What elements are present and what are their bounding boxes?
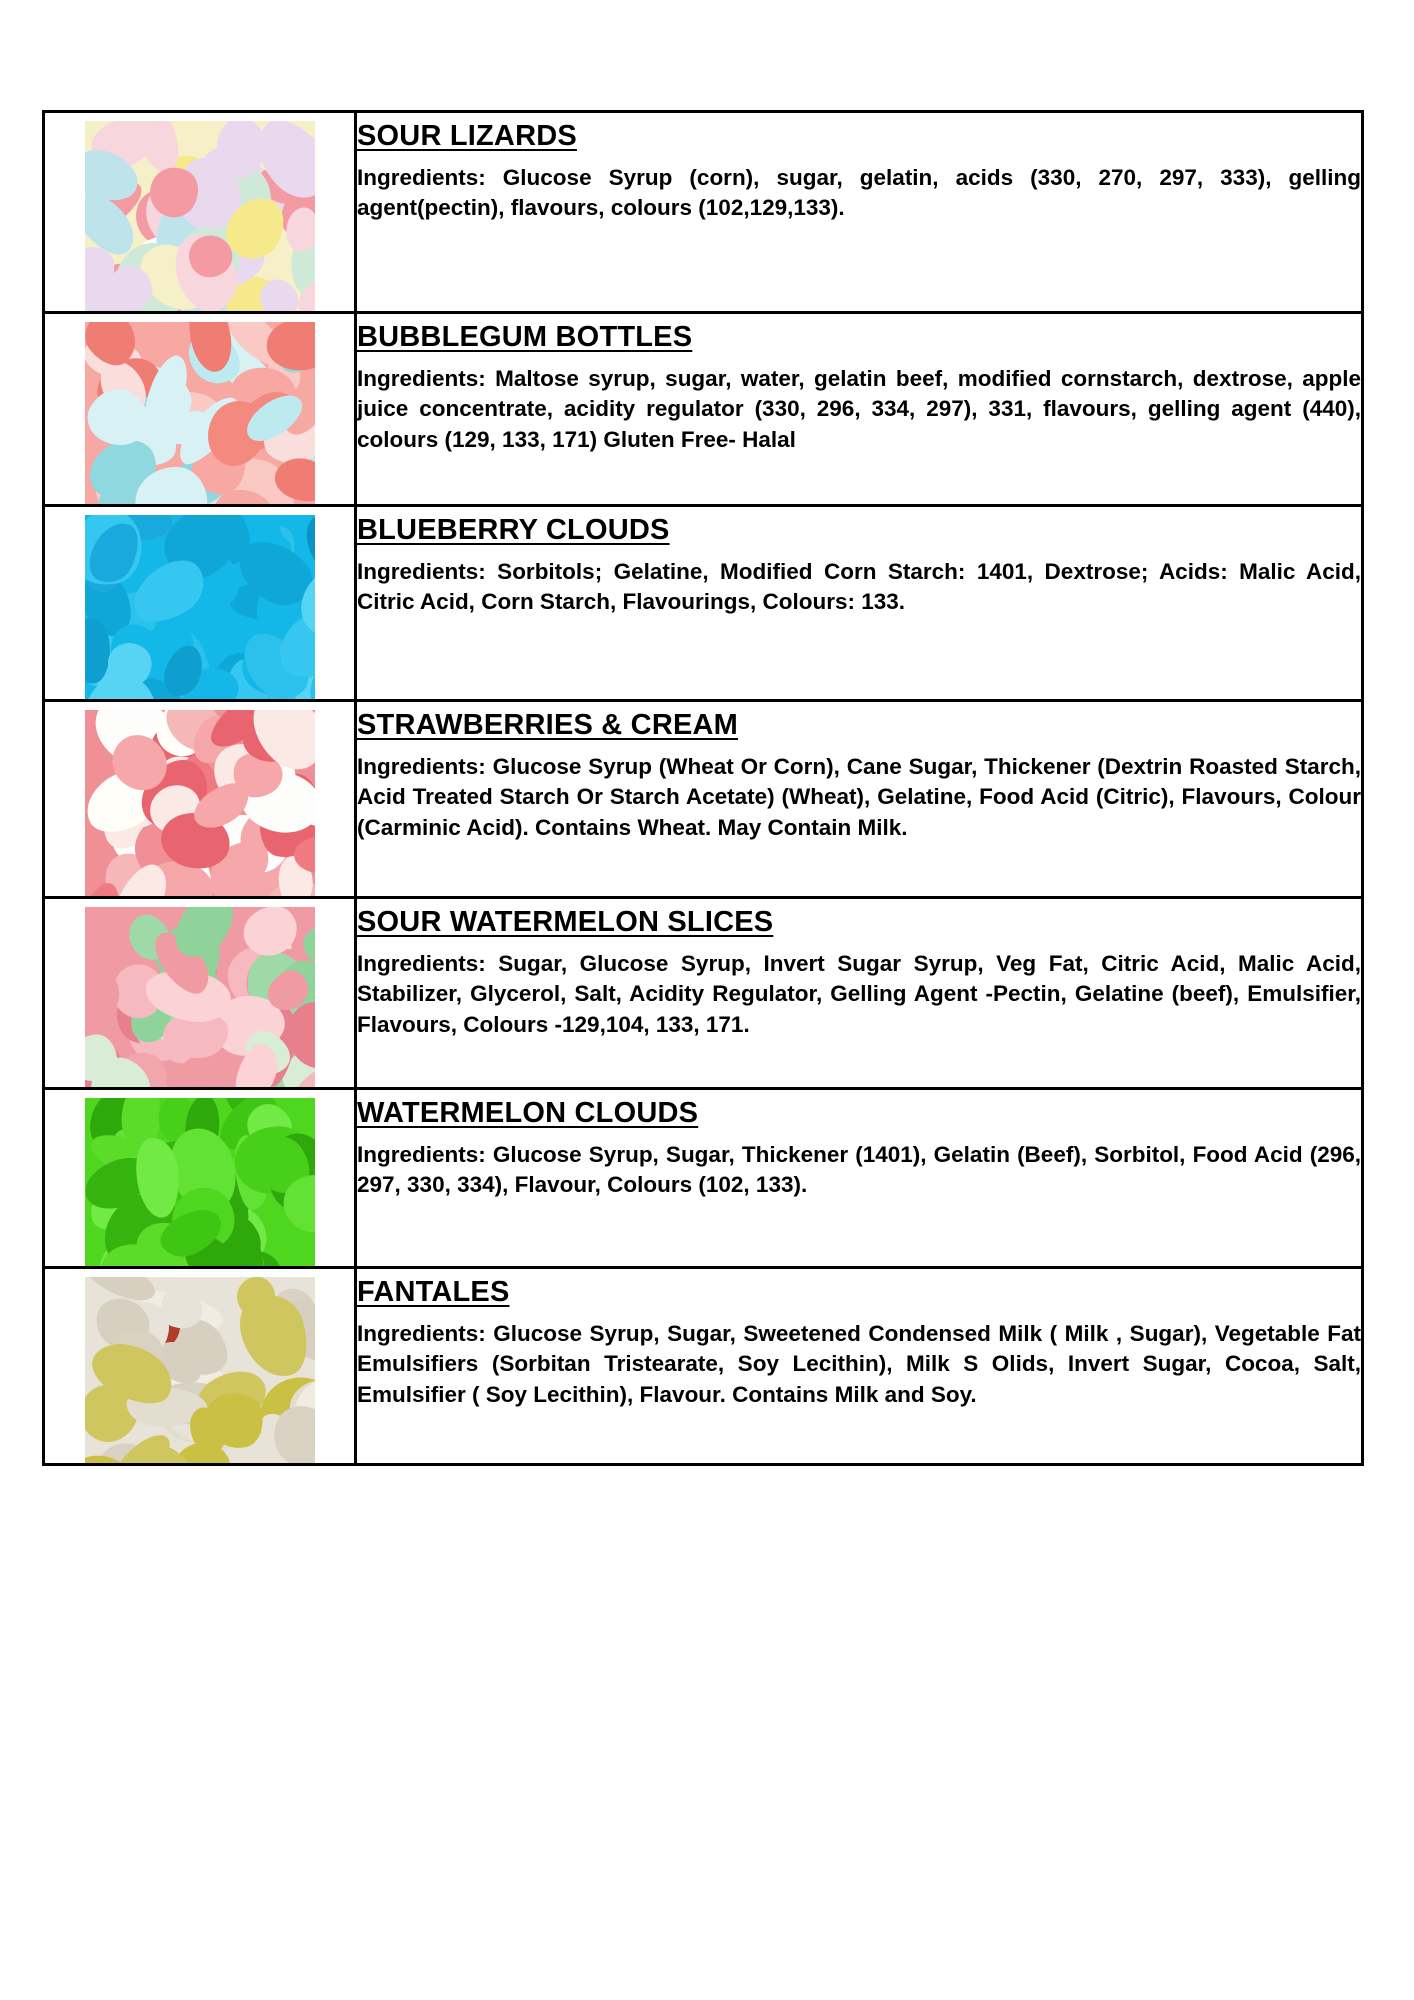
product-info-cell: [356, 898, 1363, 1089]
product-info-cell: [356, 313, 1363, 506]
fantales-photo: [85, 1277, 315, 1463]
product-ingredients: Ingredients: Sorbitols; Gelatine, Modified Corn Starch: 1401, Dextrose; Acids: Malic Acid, Citric Acid, Corn Starch, Flavourings, Colours: 133.: [357, 559, 1361, 615]
table-row: [44, 1268, 1363, 1465]
table-row: [44, 898, 1363, 1089]
product-name: FANTALES: [357, 1276, 510, 1308]
ingredients-table: [42, 110, 1364, 1466]
product-image-cell: [44, 1268, 356, 1465]
candy-photo-texture: [85, 907, 315, 1087]
product-info-cell: [356, 112, 1363, 313]
product-ingredients: Ingredients: Glucose Syrup (Wheat Or Corn), Cane Sugar, Thickener (Dextrin Roasted Starch, Acid Treated Starch Or Starch Acetate) (Wheat), Gelatine, Food Acid (Citric), Flavours, Colour (Carminic Acid). Contains Wheat. May Contain Milk.: [357, 754, 1361, 840]
product-name: BLUEBERRY CLOUDS: [357, 514, 670, 546]
candy-photo-texture: [85, 710, 315, 896]
table-row: [44, 112, 1363, 313]
product-image-cell: [44, 313, 356, 506]
product-info-cell: [356, 701, 1363, 898]
product-info-cell: [356, 1268, 1363, 1465]
product-ingredients: Ingredients: Glucose Syrup, Sugar, Sweetened Condensed Milk ( Milk , Sugar), Vegetable Fat Emulsifiers (Sorbitan Tristearate, Soy Lecithin), Milk S Olids, Invert Sugar, Cocoa, Salt, Emulsifier ( Soy Lecithin), Flavour. Contains Milk and Soy.: [357, 1321, 1361, 1407]
product-name: BUBBLEGUM BOTTLES: [357, 321, 693, 353]
product-image-cell: [44, 1089, 356, 1268]
candy-photo-texture: [85, 515, 315, 699]
strawberries-and-cream-photo: [85, 710, 315, 896]
candy-photo-texture: [85, 1098, 315, 1266]
candy-photo-texture: [85, 1277, 315, 1463]
table-row: [44, 313, 1363, 506]
product-name: WATERMELON CLOUDS: [357, 1097, 699, 1129]
sour-lizards-photo: [85, 121, 315, 311]
product-image-cell: [44, 898, 356, 1089]
candy-photo-texture: [85, 322, 315, 504]
product-image-cell: [44, 112, 356, 313]
product-ingredients: Ingredients: Sugar, Glucose Syrup, Invert Sugar Syrup, Veg Fat, Citric Acid, Malic Acid, Stabilizer, Glycerol, Salt, Acidity Regulator, Gelling Agent -Pectin, Gelatine (beef), Emulsifier, Flavours, Colours -129,104, 133, 171.: [357, 951, 1361, 1037]
product-image-cell: [44, 506, 356, 701]
blueberry-clouds-photo: [85, 515, 315, 699]
sour-watermelon-slices-photo: [85, 907, 315, 1087]
product-ingredients: Ingredients: Maltose syrup, sugar, water, gelatin beef, modified cornstarch, dextrose, apple juice concentrate, acidity regulator (330, 296, 334, 297), 331, flavours, gelling agent (440), colours (129, 133, 171) Gluten Free- Halal: [357, 366, 1361, 452]
table-body: [44, 112, 1363, 1465]
table-row: [44, 1089, 1363, 1268]
bubblegum-bottles-photo: [85, 322, 315, 504]
product-name: STRAWBERRIES & CREAM: [357, 709, 739, 741]
product-ingredients: Ingredients: Glucose Syrup, Sugar, Thickener (1401), Gelatin (Beef), Sorbitol, Food Acid (296, 297, 330, 334), Flavour, Colours (102, 133).: [357, 1142, 1361, 1198]
table-row: [44, 506, 1363, 701]
product-name: SOUR LIZARDS: [357, 120, 577, 152]
watermelon-clouds-photo: [85, 1098, 315, 1266]
product-name: SOUR WATERMELON SLICES: [357, 906, 774, 938]
product-info-cell: [356, 1089, 1363, 1268]
product-info-cell: [356, 506, 1363, 701]
table-row: [44, 701, 1363, 898]
product-ingredients: Ingredients: Glucose Syrup (corn), sugar, gelatin, acids (330, 270, 297, 333), gelling agent(pectin), flavours, colours (102,129,133).: [357, 165, 1361, 221]
product-image-cell: [44, 701, 356, 898]
candy-photo-texture: [85, 121, 315, 311]
